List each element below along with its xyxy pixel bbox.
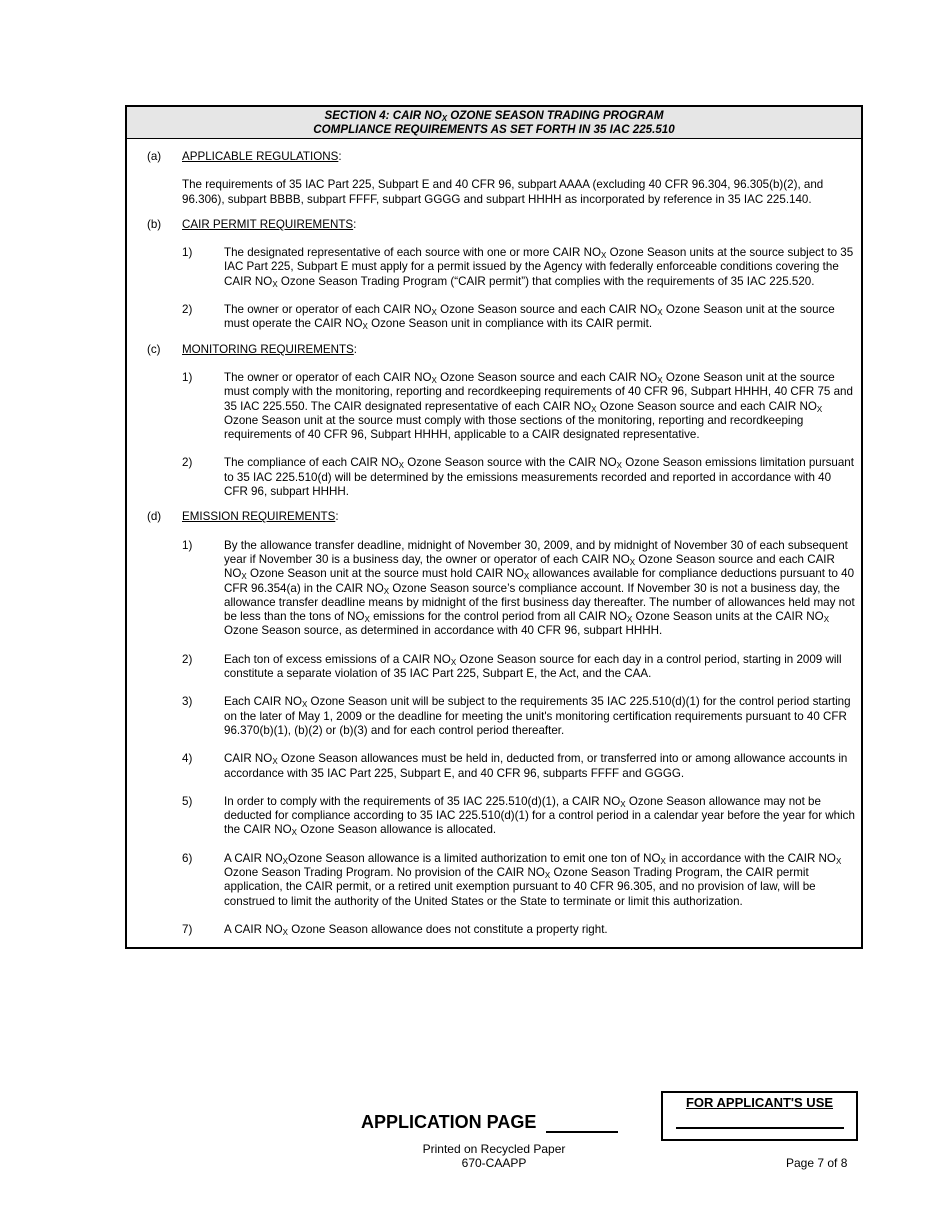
subsection-title: EMISSION REQUIREMENTS <box>182 510 336 524</box>
footer-printed: Printed on Recycled Paper 670-CAAPP <box>422 1142 566 1170</box>
subsection-a: (a) APPLICABLE REGULATIONS: The requirements of 35 IAC Part 225, Subpart E and 40 CFR 96, subpart AAAA (excluding 40 CFR 96.304, 96.305(b)(2), and 96.306), subpart BBBB, subpart FFFF, subpart GGGG and subpart HHHH as incorporated by reference in 35 IAC 225.140. <box>127 150 861 207</box>
subsection-d: (d) EMISSION REQUIREMENTS: 1) By the allowance transfer deadline, midnight of November 30, 2009, and by midnight of November 30 of each subsequent year if November 30 is a business day, the owner or operator of each CAIR $NO_X$ Ozone Season source and each CAIR $NO_X$ Ozone Season unit at the source must hold CAIR $NO_X$ allowances available for compliance deductions pursuant to 40 CFR 96.354(a) in the CAIR $NO_X$ Ozone Season source’s compliance account. If November 30 is not a business day, the allowance transfer deadline means by midnight of the first business day thereafter. The number of allowances held may not be less than the tons of $NO_X$ emissions for the control period from all CAIR $NO_X$ Ozone Season units at the CAIR $NO_X$ Ozone Season source, as determined in accordance with 40 CFR 96, subpart HHHH. 2) Each ton of excess emissions of a CAIR $NO_X$ Ozone Season source for each day in a control period, starting in 2009 will constitute a separate violation of 35 IAC Part 225, Subpart E, the Act, and the CAA. 3) Each CAIR $NO_X$ Ozone Season unit will be subject to the requirements 35 IAC 225.510(d)(1) for the control period starting on the later of May 1, 2009 or the deadline for meeting the unit's monitoring certification requirements pursuant to 40 CFR 96.370(b)(1), (b)(2) or (b)(3) and for each control period thereafter. 4) CAIR $NO_X$ Ozone Season allowances must be held in, deducted from, or transferred into or among allowance accounts in accordance with 35 IAC Part 225, Subpart E, and 40 CFR 96, subparts FFFF and GGGG. 5) In order to comply with the requirements of 35 IAC 225.510(d)(1), a CAIR $NO_X$ Ozone Season allowance may not be deducted for compliance according to 35 IAC 225.510(d)(1) for a control period in a calendar year before the year for which the CAIR $NO_X$ Ozone Season allowance is allocated. 6) A CAIR $NO_XOzone$ Season allowance is a limited authorization to emit one ton of $NO_X$ in accordance with the CAIR $NO_X$ Ozone Season Trading Program. No provision of the CAIR $NO_X$ Ozone Season Trading Program, the CAIR permit application, the CAIR permit, or a retired unit exemption pursuant to 40 CFR 96.305, and no provision of law, will be construed to limit the authority of the United States or the State to terminate or limit this authorization. 7) A CAIR $NO_X$ Ozone Season allowance does not constitute a property right. <box>127 510 861 937</box>
list-item: 2) The compliance of each CAIR $NO_X$ Ozone Season source with the CAIR $NO_X$ Ozone Season emissions limitation pursuant to 35 IAC 225.510(d) will be determined by the emissions measurements recorded and reported in accordance with 40 CFR 96, subpart HHHH. <box>182 456 854 499</box>
application-page-blank[interactable] <box>546 1113 618 1133</box>
page-number: Page 7 of 8 <box>786 1156 848 1170</box>
applicant-use-blank[interactable] <box>676 1127 844 1129</box>
list-item: 1) By the allowance transfer deadline, midnight of November 30, 2009, and by midnight of November 30 of each subsequent year if November 30 is a business day, the owner or operator of each CAIR $NO_X$ Ozone Season source and each CAIR $NO_X$ Ozone Season unit at the source must hold CAIR $NO_X$ allowances available for compliance deductions pursuant to 40 CFR 96.354(a) in the CAIR $NO_X$ Ozone Season source’s compliance account. If November 30 is not a business day, the allowance transfer deadline means by midnight of the first business day thereafter. The number of allowances held may not be less than the tons of $NO_X$ emissions for the control period from all CAIR $NO_X$ Ozone Season units at the CAIR $NO_X$ Ozone Season source, as determined in accordance with 40 CFR 96, subpart HHHH. <box>182 538 855 638</box>
subsection-title: CAIR PERMIT REQUIREMENTS <box>182 217 354 231</box>
applicant-use-box <box>661 1091 858 1141</box>
subsection-c: (c) MONITORING REQUIREMENTS: 1) The owner or operator of each CAIR $NO_X$ Ozone Season source and each CAIR $NO_X$ Ozone Season unit at the source must comply with the monitoring, reporting and recordkeeping requirements of 40 CFR 96, Subpart HHHH, 40 CFR 75 and 35 IAC 225.550. The CAIR designated representative of each CAIR $NO_X$ Ozone Season source and each CAIR $NO_X$ Ozone Season unit at the source must comply with those sections of the monitoring, reporting and recordkeeping requirements of 40 CFR 96, Subpart HHHH, applicable to a CAIR designated representative. 2) The compliance of each CAIR $NO_X$ Ozone Season source with the CAIR $NO_X$ Ozone Season emissions limitation pursuant to 35 IAC 225.510(d) will be determined by the emissions measurements recorded and reported in accordance with 40 CFR 96, subpart HHHH. <box>127 343 861 500</box>
list-item: 3) Each CAIR $NO_X$ Ozone Season unit will be subject to the requirements 35 IAC 225.510(d)(1) for the control period starting on the later of May 1, 2009 or the deadline for meeting the unit's monitoring certification requirements pursuant to 40 CFR 96.370(b)(1), (b)(2) or (b)(3) and for each control period thereafter. <box>182 695 851 737</box>
list-item: 2) Each ton of excess emissions of a CAIR $NO_X$ Ozone Season source for each day in a control period, starting in 2009 will constitute a separate violation of 35 IAC Part 225, Subpart E, the Act, and the CAA. <box>182 652 842 681</box>
section-title: SECTION 4: CAIR $NO_X$ OZONE SEASON TRADING PROGRAM <box>324 109 664 123</box>
subsection-label: (b) <box>147 217 162 231</box>
subsection-b: (b) CAIR PERMIT REQUIREMENTS: 1) The designated representative of each source with one or more CAIR $NO_X$ Ozone Season units at the source subject to 35 IAC Part 225, Subpart E must apply for a permit issued by the Agency with federally enforceable conditions covering the CAIR $NO_X$ Ozone Season Trading Program (“CAIR permit”) that complies with the requirements of 35 IAC 225.520. 2) The owner or operator of each CAIR $NO_X$ Ozone Season source and each CAIR $NO_X$ Ozone Season unit at the source must operate the CAIR $NO_X$ Ozone Season unit in compliance with its CAIR permit. <box>127 218 861 332</box>
list-item: 6) A CAIR $NO_XOzone$ Season allowance is a limited authorization to emit one ton of $NO_X$ in accordance with the CAIR $NO_X$ Ozone Season Trading Program. No provision of the CAIR $NO_X$ Ozone Season Trading Program, the CAIR permit application, the CAIR permit, or a retired unit exemption pursuant to 40 CFR 96.305, and no provision of law, will be construed to limit the authority of the United States or the State to terminate or limit this authorization. <box>182 851 842 908</box>
subsection-title: APPLICABLE REGULATIONS <box>182 150 339 163</box>
list-item: 7) A CAIR $NO_X$ Ozone Season allowance does not constitute a property right. <box>182 922 608 937</box>
section-frame <box>125 105 863 949</box>
subsection-label: (c) <box>147 342 161 356</box>
list-item: 5) In order to comply with the requirements of 35 IAC 225.510(d)(1), a CAIR $NO_X$ Ozone Season allowance may not be deducted for compliance according to 35 IAC 225.510(d)(1) for a control period in a calendar year before the year for which the CAIR $NO_X$ Ozone Season allowance is allocated. <box>182 794 855 838</box>
list-item: 2) The owner or operator of each CAIR $NO_X$ Ozone Season source and each CAIR $NO_X$ Ozone Season unit at the source must operate the CAIR $NO_X$ Ozone Season unit in compliance with its CAIR permit. <box>182 303 835 332</box>
list-item: 4) CAIR $NO_X$ Ozone Season allowances must be held in, deducted from, or transferred into or among allowance accounts in accordance with 35 IAC Part 225, Subpart E, and 40 CFR 96, subparts FFFF and GGGG. <box>182 752 848 780</box>
list-item: 1) The designated representative of each source with one or more CAIR $NO_X$ Ozone Season units at the source subject to 35 IAC Part 225, Subpart E must apply for a permit issued by the Agency with federally enforceable conditions covering the CAIR $NO_X$ Ozone Season Trading Program (“CAIR permit”) that complies with the requirements of 35 IAC 225.520. <box>182 246 854 289</box>
section-subtitle: COMPLIANCE REQUIREMENTS AS SET FORTH IN 35 IAC 225.510 <box>313 123 675 136</box>
section-body <box>127 150 861 937</box>
subsection-label: (a) <box>147 150 162 163</box>
section-header <box>127 107 861 139</box>
subsection-title: MONITORING REQUIREMENTS <box>182 342 354 356</box>
subsection-label: (d) <box>147 510 162 524</box>
paragraph: The requirements of 35 IAC Part 225, Subpart E and 40 CFR 96, subpart AAAA (excluding 40 CFR 96.304, 96.305(b)(2), and 96.306), subpart BBBB, subpart FFFF, subpart GGGG and subpart HHHH as incorporated by reference in 35 IAC 225.140. <box>182 178 824 206</box>
list-item: 1) The owner or operator of each CAIR $NO_X$ Ozone Season source and each CAIR $NO_X$ Ozone Season unit at the source must comply with the monitoring, reporting and recordkeeping requirements of 40 CFR 96, Subpart HHHH, 40 CFR 75 and 35 IAC 225.550. The CAIR designated representative of each CAIR $NO_X$ Ozone Season source and each CAIR $NO_X$ Ozone Season unit at the source must comply with those sections of the monitoring, reporting and recordkeeping requirements of 40 CFR 96, Subpart HHHH, applicable to a CAIR designated representative. <box>182 370 853 442</box>
application-page-label: APPLICATION PAGE <box>361 1112 618 1133</box>
applicant-use-title: FOR APPLICANT'S USE <box>685 1095 834 1110</box>
